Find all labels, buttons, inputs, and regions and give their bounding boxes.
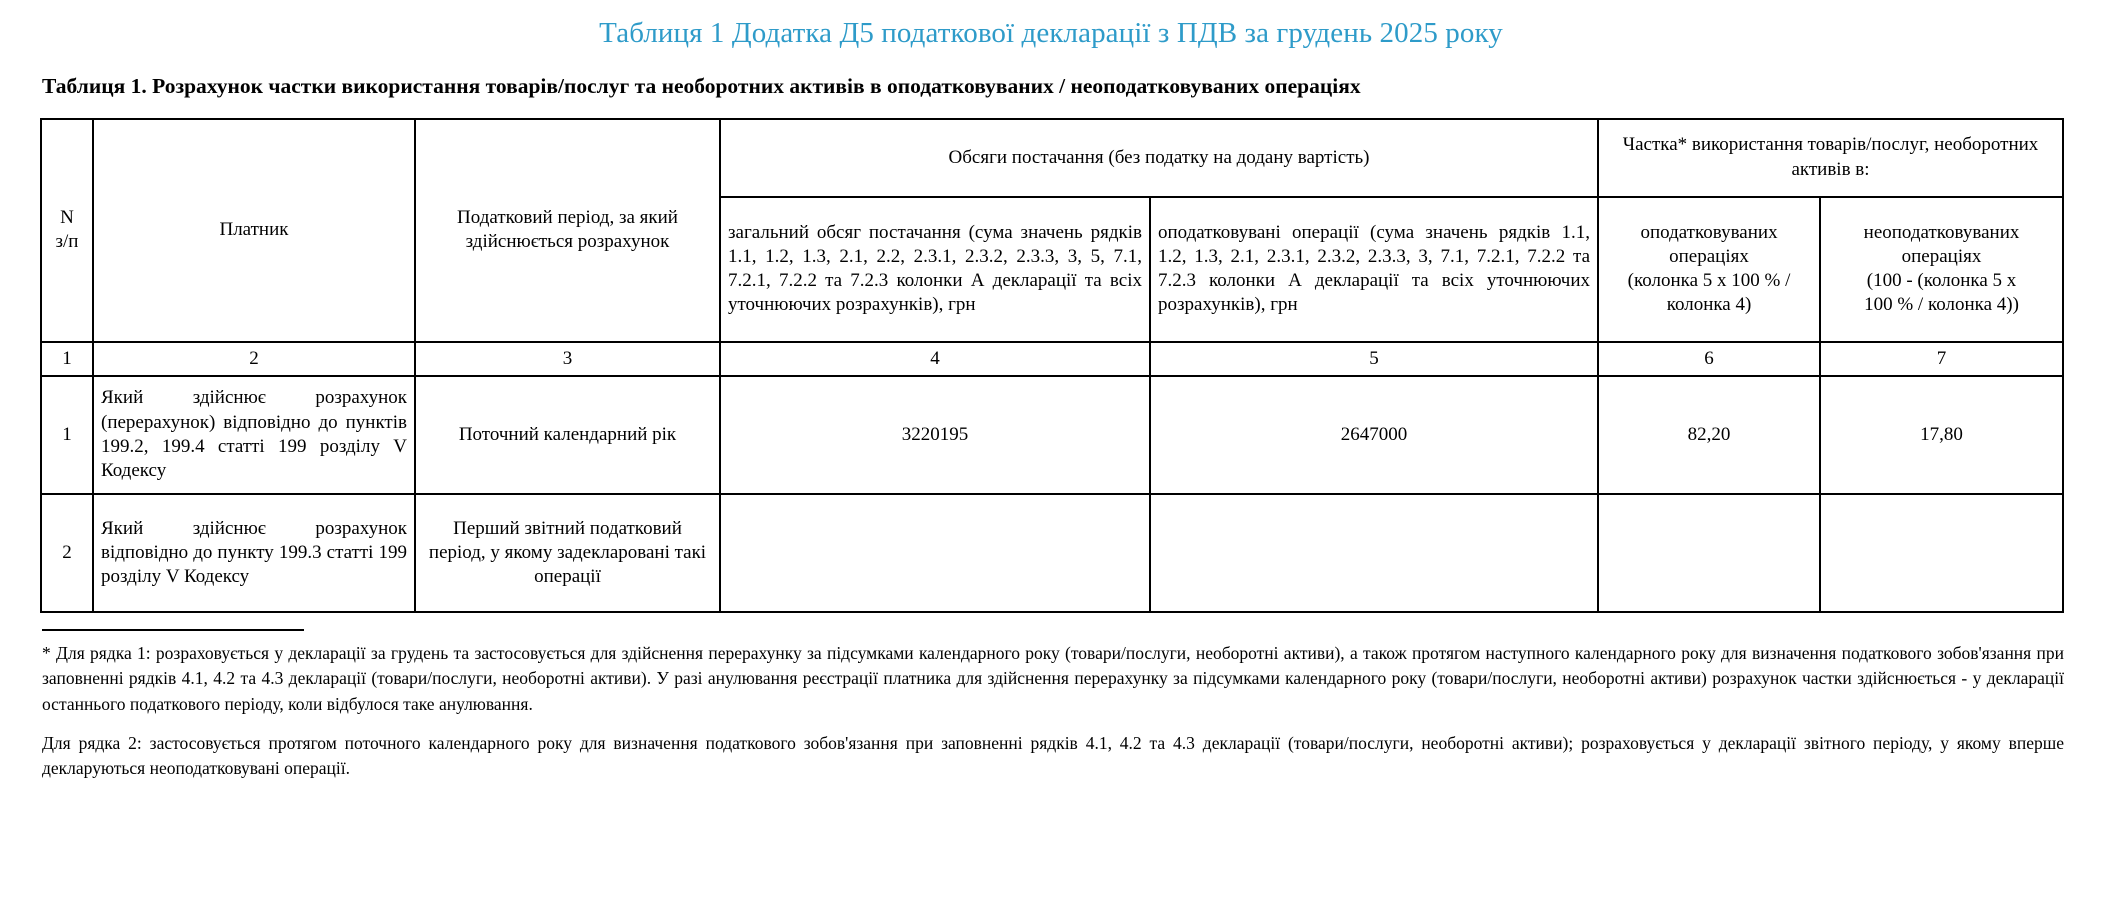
footnote-row2: Для рядка 2: застосовується протягом поточного календарного року для визначення податкового зобов'язання при заповненні рядків 4.1, 4.2 та 4.3 декларації (товари/послуги, необоротні активи); розраховується у декларації звітного періоду, у якому вперше декларуються неоподатковувані операції.	[42, 733, 2064, 779]
col6-line4: колонка 4)	[1666, 294, 1752, 316]
column-number-6: 6	[1598, 342, 1820, 376]
row2-num: 2	[41, 494, 93, 612]
header-cell-col4-total-supply: загальний обсяг постачання (сума значень рядків 1.1, 1.2, 1.3, 2.1, 2.2, 2.3.1, 2.3.2, 2.3.3, 3, 5, 7.1, 7.2.1, 7.2.2 та 7.2.3 колонки А декларації та всіх уточнюючих розрахунків), грн	[720, 197, 1150, 342]
header-row-top	[41, 119, 2063, 197]
col6-line3: (колонка 5 х 100 % /	[1627, 270, 1791, 292]
column-number-2: 2	[93, 342, 415, 376]
row2-col6-value[interactable]	[1598, 494, 1820, 612]
column-number-5: 5	[1150, 342, 1598, 376]
header-cell-num	[41, 119, 93, 342]
column-number-7: 7	[1820, 342, 2063, 376]
footnote-divider	[42, 629, 304, 631]
col6-line1: оподатковуваних	[1640, 221, 1778, 243]
header-cell-col7-nontaxable-share	[1820, 197, 2063, 342]
row1-col4-value[interactable]: 3220195	[720, 376, 1150, 494]
row2-payer: Який здійснює розрахунок відповідно до пункту 199.3 статті 199 розділу V Кодексу	[93, 494, 415, 612]
col7-line4: 100 % / колонка 4))	[1864, 294, 2019, 316]
column-number-row	[41, 342, 2063, 376]
row1-col7-value[interactable]: 17,80	[1820, 376, 2063, 494]
row1-period: Поточний календарний рік	[415, 376, 720, 494]
row2-period: Перший звітний податковий період, у якому задекларовані такі операції	[415, 494, 720, 612]
table-row	[41, 376, 2063, 494]
col7-line1: неоподатковуваних	[1863, 221, 2020, 243]
header-num-line2: з/п	[55, 231, 79, 253]
header-group-supply-volumes: Обсяги постачання (без податку на додану вартість)	[720, 119, 1598, 197]
row1-col5-value[interactable]: 2647000	[1150, 376, 1598, 494]
header-cell-payer: Платник	[93, 119, 415, 342]
footnotes-block	[40, 629, 2064, 782]
row1-col6-value[interactable]: 82,20	[1598, 376, 1820, 494]
header-group-share: Частка* використання товарів/послуг, необоротних активів в:	[1598, 119, 2063, 197]
row2-col5-value[interactable]	[1150, 494, 1598, 612]
row1-payer: Який здійснює розрахунок (перерахунок) відповідно до пунктів 199.2, 199.4 статті 199 розділу V Кодексу	[93, 376, 415, 494]
col6-line2: операціях	[1669, 245, 1749, 267]
col7-line2: операціях	[1901, 245, 1982, 267]
header-cell-col6-taxable-share	[1598, 197, 1820, 342]
table-caption: Таблиця 1. Розрахунок частки використання товарів/послуг та необоротних активів в оподатковуваних / неоподатковуваних операціях	[42, 73, 1361, 98]
col7-line3: (100 - (колонка 5 х	[1866, 270, 2017, 292]
header-num-line1: N	[60, 206, 74, 228]
document-title: Таблиця 1 Додатка Д5 податкової декларації з ПДВ за грудень 2025 року	[599, 17, 1503, 49]
row1-num: 1	[41, 376, 93, 494]
header-cell-period: Податковий період, за який здійснюється розрахунок	[415, 119, 720, 342]
table-row	[41, 494, 2063, 612]
footnote-row1: * Для рядка 1: розраховується у декларації за грудень та застосовується для здійснення перерахунку за підсумками календарного року (товари/послуги, необоротні активи), а також протягом наступного календарного року для визначення податкового зобов'язання при заповненні рядків 4.1, 4.2 та 4.3 декларації (товари/послуги, необоротні активи). У разі анулювання реєстрації платника для здійснення перерахунку за підсумками календарного року (товари/послуги, необоротні активи) розрахунок частки здійснюється - у декларації останнього податкового періоду, коли відбулося таке анулювання.	[42, 642, 2064, 714]
row2-col4-value[interactable]	[720, 494, 1150, 612]
column-number-1: 1	[41, 342, 93, 376]
vat-share-table	[40, 118, 2064, 613]
column-number-3: 3	[415, 342, 720, 376]
header-cell-col5-taxable-operations: оподатковувані операції (сума значень рядків 1.1, 1.2, 1.3, 2.1, 2.3.1, 2.3.2, 2.3.3, 3, 7.1, 7.2.1, 7.2.2 та 7.2.3 колонки А декларації та всіх уточнюючих розрахунків), грн	[1150, 197, 1598, 342]
row2-col7-value[interactable]	[1820, 494, 2063, 612]
column-number-4: 4	[720, 342, 1150, 376]
